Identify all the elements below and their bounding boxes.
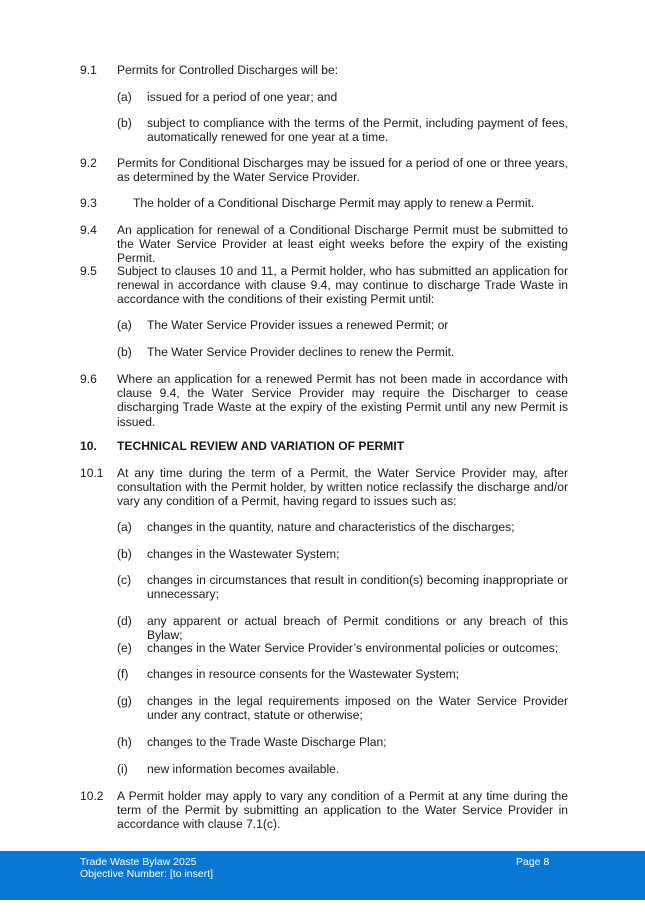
clause-text: At any time during the term of a Permit, the Water Service Provider may, after consultation with the Permit holder, by written notice reclassify the discharge and/or vary any condition of a Permit, having regard to issues such as: (117, 466, 568, 509)
subclause-text: any apparent or actual breach of Permit conditions or any breach of this Bylaw; (147, 614, 568, 643)
subclause-label: (b) (117, 116, 132, 130)
subclause-label: (f) (117, 667, 129, 681)
clause-number: 9.2 (80, 156, 97, 170)
subclause-label: (c) (117, 573, 132, 587)
clause-text: Where an application for a renewed Permit has not been made in accordance with clause 9.4, the Water Service Provider may require the Discharger to cease discharging Trade Waste at the expiry of the existing Permit until any new Permit is issued. (117, 372, 568, 429)
subclause-text: changes in the Water Service Provider’s environmental policies or outcomes; (147, 641, 559, 655)
clause-text: Permits for Controlled Discharges will be: (117, 63, 339, 77)
clause-number: 10.2 (80, 789, 104, 803)
subclause-label: (b) (117, 345, 132, 359)
subclause-text: subject to compliance with the terms of the Permit, including payment of fees, automatically renewed for one year at a time. (147, 116, 568, 145)
clause-text: The holder of a Conditional Discharge Permit may apply to renew a Permit. (133, 196, 535, 210)
clause-number: 10.1 (80, 466, 104, 480)
subclause-label: (b) (117, 547, 132, 561)
section-number: 10. (80, 439, 97, 453)
clause-text: A Permit holder may apply to vary any condition of a Permit at any time during the term of the Permit by submitting an application to the Water Service Provider in accordance with clause 7.1(c). (117, 789, 568, 832)
subclause-text: changes in the Wastewater System; (147, 547, 340, 561)
footer-page-number: Page 8 (516, 856, 550, 868)
subclause-text: new information becomes available. (147, 762, 340, 776)
subclause-label: (a) (117, 90, 132, 104)
subclause-text: The Water Service Provider issues a renewed Permit; or (147, 318, 449, 332)
subclause-label: (a) (117, 520, 132, 534)
subclause-label: (i) (117, 762, 128, 776)
subclause-text: The Water Service Provider declines to renew the Permit. (147, 345, 455, 359)
clause-text: Permits for Conditional Discharges may be issued for a period of one or three years, as determined by the Water Service Provider. (117, 156, 568, 185)
clause-text: Subject to clauses 10 and 11, a Permit holder, who has submitted an application for renewal in accordance with clause 9.4, may continue to discharge Trade Waste in accordance with the conditions of their existing Permit until: (117, 264, 568, 307)
subclause-label: (a) (117, 318, 132, 332)
clause-number: 9.3 (80, 196, 97, 210)
footer-document-title: Trade Waste Bylaw 2025 (80, 856, 197, 868)
clause-number: 9.5 (80, 264, 97, 278)
subclause-label: (e) (117, 641, 132, 655)
subclause-text: changes in circumstances that result in condition(s) becoming inappropriate or unnecessary; (147, 573, 568, 602)
subclause-label: (d) (117, 614, 132, 628)
subclause-text: changes to the Trade Waste Discharge Plan; (147, 735, 387, 749)
clause-text: An application for renewal of a Conditional Discharge Permit must be submitted to the Water Service Provider at least eight weeks before the expiry of the existing Permit. (117, 223, 568, 266)
subclause-text: changes in the quantity, nature and characteristics of the discharges; (147, 520, 515, 534)
clause-number: 9.4 (80, 223, 97, 237)
section-title: TECHNICAL REVIEW AND VARIATION OF PERMIT (117, 439, 405, 453)
clause-number: 9.1 (80, 63, 97, 77)
subclause-label: (g) (117, 694, 132, 708)
subclause-label: (h) (117, 735, 132, 749)
page-footer (0, 851, 645, 900)
subclause-text: changes in resource consents for the Wastewater System; (147, 667, 460, 681)
subclause-text: issued for a period of one year; and (147, 90, 338, 104)
subclause-text: changes in the legal requirements imposed on the Water Service Provider under any contract, statute or otherwise; (147, 694, 568, 723)
footer-objective-number: Objective Number: [to insert] (80, 868, 214, 880)
clause-number: 9.6 (80, 372, 97, 386)
